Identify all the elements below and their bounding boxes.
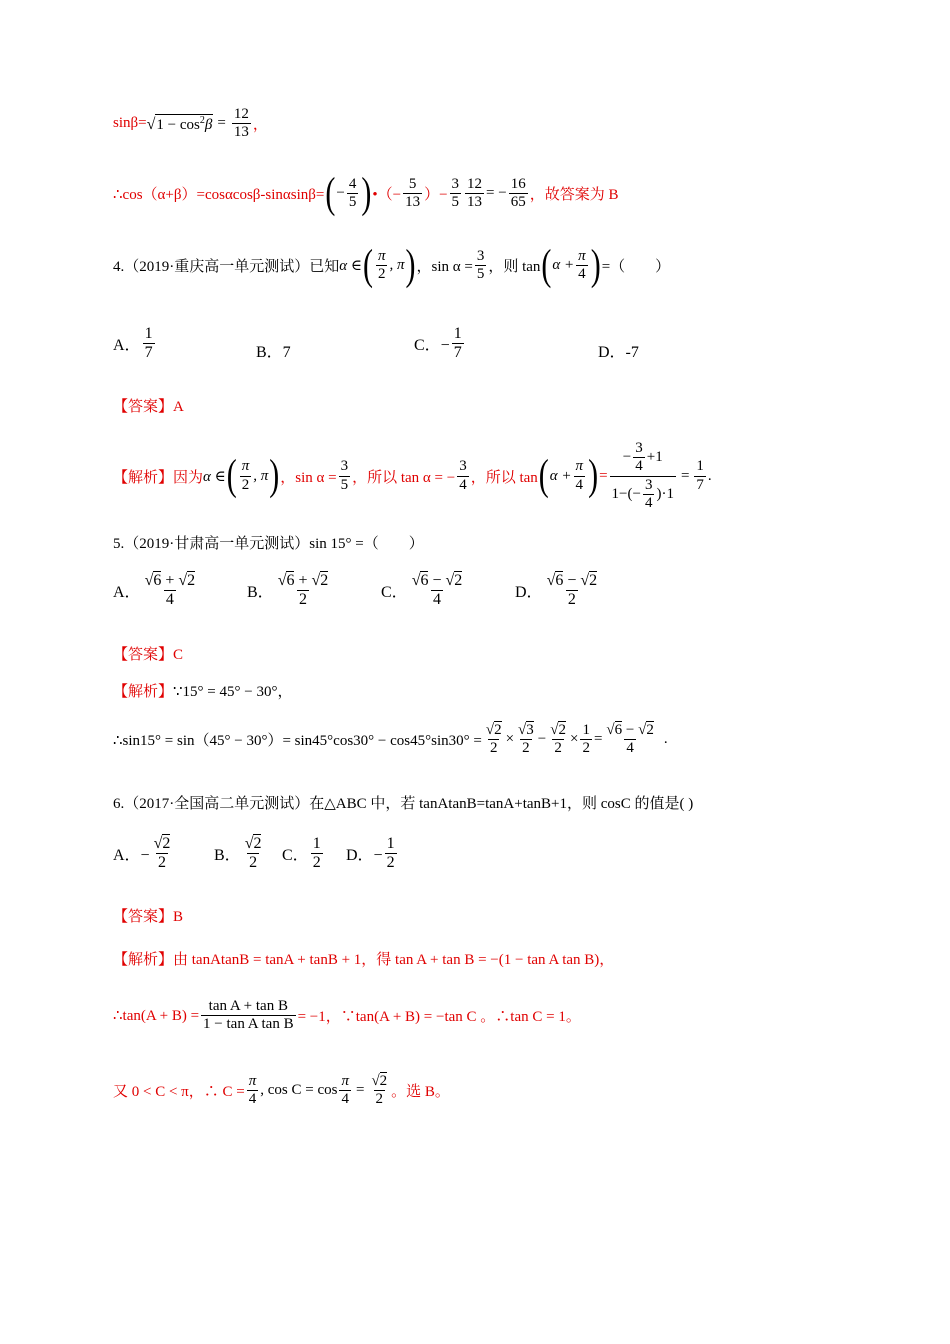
numerator: √6 + √2: [144, 572, 196, 589]
operator: +: [298, 572, 308, 589]
numerator: 4: [348, 176, 357, 192]
question-5-analysis-2: [113, 722, 890, 758]
denominator: 2: [386, 854, 395, 872]
sqrt2-over-2: [369, 1073, 389, 1109]
alpha-in: α ∈: [339, 258, 362, 275]
question-5-stem: [113, 532, 890, 553]
radicand: 6: [153, 572, 162, 589]
numerator: 3: [476, 248, 485, 264]
numerator: 1: [453, 325, 462, 342]
sqrt3-over-2: [516, 722, 536, 758]
option-d[interactable]: [598, 339, 639, 362]
times: ×: [569, 731, 579, 748]
option-b[interactable]: [214, 835, 265, 873]
question-4-answer: [113, 395, 890, 416]
numerator: 1: [312, 835, 321, 852]
radicand: 2: [187, 572, 196, 589]
denominator: 13: [467, 194, 483, 211]
numerator: 16: [510, 176, 526, 192]
right-paren: ): [269, 451, 280, 500]
pi-over-4: [247, 1073, 259, 1109]
option-label: B．: [247, 584, 274, 602]
denominator: 7: [144, 344, 153, 362]
numerator: π: [578, 248, 586, 264]
analysis-text: ∵15° = 45° − 30°，: [173, 684, 293, 700]
denominator: 2: [241, 476, 250, 493]
option-label: C．: [282, 847, 309, 865]
fraction-1-7: [694, 458, 706, 494]
option-b[interactable]: [256, 339, 291, 362]
denominator: 2: [377, 266, 386, 283]
numerator: 3: [340, 458, 349, 475]
radicand: 2: [320, 572, 329, 589]
right-paren: ): [361, 169, 372, 217]
denominator: 4: [635, 458, 643, 475]
numerator: √2: [371, 1073, 388, 1089]
operator: −: [432, 572, 442, 589]
alpha-plus: α +: [549, 467, 572, 484]
tan-text: ，则 tan: [488, 259, 541, 276]
radicand: $1 - \cos^2\beta$: [156, 114, 213, 133]
sqrt2-over-2: [484, 722, 504, 758]
question-4-stem: [113, 241, 890, 289]
denominator: 2: [375, 1091, 384, 1108]
radicand: 2: [379, 1073, 388, 1089]
answer-text: 【答案】C: [113, 647, 184, 663]
radicand: 2: [454, 572, 463, 589]
fraction: [410, 572, 465, 610]
comma: ，: [252, 117, 268, 134]
numerator: √3: [518, 722, 534, 738]
denominator: 2: [582, 740, 590, 757]
dot-text: •（−: [372, 187, 402, 204]
analysis-head: 【解析】因为: [113, 469, 204, 486]
radicand: 2: [494, 722, 502, 738]
denominator: 5: [348, 194, 357, 211]
equals-sign: =: [593, 731, 603, 748]
answer-text: 【答案】A: [113, 399, 184, 415]
denominator: 4: [626, 740, 634, 757]
answer-text: 【答案】B: [113, 909, 184, 925]
option-c[interactable]: [282, 835, 325, 873]
numerator: √6 − √2: [606, 722, 654, 738]
right-paren: ): [588, 451, 599, 500]
denominator: 2: [312, 854, 321, 872]
sin-beta-line: [113, 106, 890, 142]
so-text: ，所以 tan: [470, 469, 538, 486]
analysis-text: ∴tan(A + B) =: [113, 1008, 200, 1025]
pi-tail: , π: [253, 467, 269, 484]
option-label: A．: [113, 584, 141, 602]
fraction-3-5: [475, 248, 487, 284]
analysis-head: 【解析】: [113, 684, 174, 700]
denominator: 5: [340, 476, 349, 493]
question-6-analysis-1: [113, 948, 890, 969]
denominator: 65: [510, 194, 526, 211]
numerator: π: [248, 1073, 257, 1089]
denominator: 4: [248, 1091, 257, 1108]
denominator: 7: [696, 476, 704, 493]
option-label: A．−: [113, 847, 150, 865]
numerator: 1: [144, 325, 153, 342]
left-paren: (: [325, 169, 336, 217]
analysis-text: 又 0 < C < π，∴ C =: [113, 1084, 245, 1101]
fraction-12-13: [232, 106, 251, 142]
option-label: C．: [381, 584, 408, 602]
option-a[interactable]: [113, 835, 174, 873]
minus: −: [537, 731, 547, 748]
numerator: √6 + √2: [277, 572, 329, 589]
fraction: [643, 477, 655, 513]
denominator: 4: [578, 266, 586, 283]
fraction: [452, 325, 464, 363]
tan-argument: [538, 451, 599, 500]
minus: −: [622, 449, 632, 466]
radicand: 6: [286, 572, 295, 589]
radicand: 2: [589, 572, 598, 589]
radicand: 2: [162, 835, 171, 852]
option-label: C．−: [414, 337, 450, 355]
denominator: 4: [575, 476, 584, 493]
radicand: 3: [526, 722, 534, 738]
numerator: π: [341, 1073, 349, 1089]
fraction: [311, 835, 323, 873]
right-paren: ): [590, 241, 601, 289]
numerator: π: [241, 458, 250, 475]
numerator: √2: [485, 722, 502, 738]
option-label: D．-7: [598, 344, 639, 361]
numerator: 3: [451, 176, 460, 192]
fraction: [243, 835, 264, 873]
left-paren: (: [541, 241, 552, 289]
period: .: [707, 467, 712, 484]
radicand-text: 1 − cos: [156, 116, 200, 133]
compound-numerator: [621, 440, 665, 476]
option-c[interactable]: [381, 572, 466, 610]
sin-text: ，sin α =: [416, 259, 473, 276]
equals-sign: =: [217, 115, 226, 132]
numerator: √6 − √2: [546, 572, 598, 589]
analysis-text: 【解析】由 tanAtanB = tanA + tanB + 1，得 tan A + tan B = −(1 − tan A tan B)，: [113, 952, 615, 968]
cos-sum-prefix: ∴cos（α+β）=cosαcosβ-sinαsinβ=: [113, 187, 325, 204]
radical-sign: √: [146, 115, 156, 133]
option-label: B．: [214, 847, 241, 865]
compound-denominator: [610, 476, 676, 513]
pi-tail: , π: [389, 257, 405, 274]
pi-over-2: [376, 248, 388, 284]
operator: +: [165, 572, 175, 589]
denominator: 4: [459, 476, 467, 493]
question-5-label: 5.（2019·甘肃高一单元测试）sin 15° =（ ）: [113, 536, 424, 552]
option-c[interactable]: [414, 325, 466, 363]
denominator: 2: [157, 854, 166, 872]
equals-minus: = −: [486, 185, 507, 202]
question-4-label: 4.（2019·重庆高一单元测试）已知: [113, 259, 340, 276]
result-fraction: [604, 722, 655, 758]
question-6-analysis-2: [113, 998, 890, 1034]
numerator: 5: [408, 176, 417, 192]
numerator: 1: [696, 458, 704, 475]
denominator: 2: [554, 740, 562, 757]
one-half: [580, 722, 592, 758]
question-6-stem: [113, 792, 890, 813]
left-paren: (: [538, 451, 549, 500]
fraction: [633, 440, 645, 476]
option-a[interactable]: [113, 325, 157, 363]
numerator: π: [575, 458, 584, 475]
option-label: B．7: [256, 344, 291, 361]
option-label: A．: [113, 337, 141, 355]
pi-over-4: [339, 1073, 351, 1109]
fraction-3-5: [450, 176, 462, 212]
option-label: D．−: [346, 847, 383, 865]
sqrt2-over-2: [548, 722, 568, 758]
denominator: 4: [432, 591, 441, 609]
fraction-16-65: [509, 176, 528, 212]
denominator: 2: [249, 854, 258, 872]
numerator: 3: [635, 440, 643, 456]
question-6-analysis-3: [113, 1073, 890, 1109]
alpha-in: α ∈: [203, 468, 226, 485]
sin-text: ，sin α =: [280, 469, 337, 486]
denominator: 4: [341, 1091, 349, 1108]
numerator: 3: [644, 476, 653, 493]
question-6-label: 6.（2017·全国高二单元测试）在△ABC 中，若 tanAtanB=tanA+tanB+1，则 cosC 的值是( ): [113, 796, 694, 812]
fraction-3-4: [457, 458, 469, 494]
sqrt-expression: [147, 114, 214, 134]
question-6-answer: [113, 905, 890, 926]
period: .: [663, 731, 668, 748]
fraction: [385, 835, 397, 873]
fraction: [347, 176, 359, 212]
fraction: [276, 572, 331, 610]
question-4-analysis: [113, 440, 890, 512]
option-label: D．: [515, 584, 543, 602]
equals-sign: =: [355, 1082, 365, 1099]
numerator: 3: [459, 458, 467, 475]
denominator: 5: [476, 266, 485, 283]
denominator: 13: [405, 194, 421, 211]
option-a[interactable]: [113, 572, 199, 610]
answer-blank: =（ ）: [601, 259, 671, 276]
plus-one: +1: [646, 449, 663, 466]
numerator: 12: [233, 106, 249, 122]
compound-fraction: [610, 440, 676, 512]
denominator: 4: [165, 591, 174, 609]
radicand: 2: [558, 722, 566, 738]
right-paren: ): [405, 241, 416, 289]
pi-over-2: [240, 458, 252, 494]
operator: −: [625, 722, 635, 738]
numerator: tan A + tan B: [208, 998, 288, 1014]
numerator: √6 − √2: [411, 572, 463, 589]
question-5-analysis-1: [113, 680, 890, 701]
left-paren: (: [362, 241, 373, 289]
option-d[interactable]: [515, 572, 601, 610]
analysis-text: = −1，∵tan(A + B) = −tan C 。∴tan C = 1。: [297, 1009, 581, 1026]
den-suffix: )·1: [656, 485, 674, 502]
question-5-answer: [113, 643, 890, 664]
alpha-range: [203, 451, 280, 500]
times: ×: [505, 731, 515, 748]
radicand: 6: [555, 572, 564, 589]
numerator: 1: [582, 722, 590, 738]
denominator: 2: [522, 740, 530, 757]
fraction: [152, 835, 173, 873]
numerator: 12: [467, 176, 483, 192]
analysis-text: ∴sin15° = sin（45° − 30°）= sin45°cos30° − cos45°sin30° =: [113, 733, 482, 750]
numerator: √2: [550, 722, 566, 738]
denominator: 5: [451, 194, 460, 211]
alpha-plus: α +: [552, 257, 575, 274]
cos-sum-line: [113, 169, 890, 217]
denominator: 7: [453, 344, 462, 362]
fraction: [143, 325, 155, 363]
radicand: 6: [614, 722, 623, 738]
denominator: 4: [644, 494, 653, 511]
fraction-12-13b: [465, 176, 484, 212]
option-d[interactable]: [346, 835, 399, 873]
analysis-text: 。选 B。: [391, 1084, 450, 1101]
tan-sum-fraction: [201, 998, 296, 1034]
fraction-3-5: [339, 458, 351, 494]
fraction-5-13: [403, 176, 422, 212]
radicand: 6: [420, 572, 429, 589]
beta-symbol: β: [204, 116, 213, 133]
operator: −: [567, 572, 577, 589]
fraction: [545, 572, 600, 610]
radicand: 2: [646, 722, 654, 738]
den-prefix: 1−(−: [611, 485, 641, 502]
numerator: √2: [153, 835, 171, 852]
pi-over-4: [574, 458, 586, 494]
cos-text: , cos C = cos: [260, 1082, 338, 1099]
fraction: [143, 572, 198, 610]
tan-text: ，所以 tan α = −: [352, 469, 456, 486]
denominator: 1 − tan A tan B: [203, 1016, 294, 1033]
denominator: 2: [567, 591, 576, 609]
numerator: π: [377, 248, 386, 264]
equals-sign: =: [680, 467, 690, 484]
denominator: 13: [233, 124, 249, 141]
numerator: √2: [244, 835, 262, 852]
sin-beta-prefix: sinβ=: [113, 115, 147, 132]
radicand: 2: [253, 835, 262, 852]
numerator: 1: [386, 835, 395, 852]
equals-sign: =: [599, 467, 608, 484]
pi-over-4: [576, 248, 588, 284]
denominator: 2: [298, 591, 307, 609]
mid-text: ）−: [424, 187, 448, 204]
left-paren: (: [226, 451, 237, 500]
denominator: 2: [489, 740, 498, 757]
answer-text: ，故答案为 B: [529, 187, 619, 204]
neg-four-fifths: ( − $\frac{4}{5}$ ): [325, 169, 372, 217]
option-b[interactable]: [247, 572, 332, 610]
